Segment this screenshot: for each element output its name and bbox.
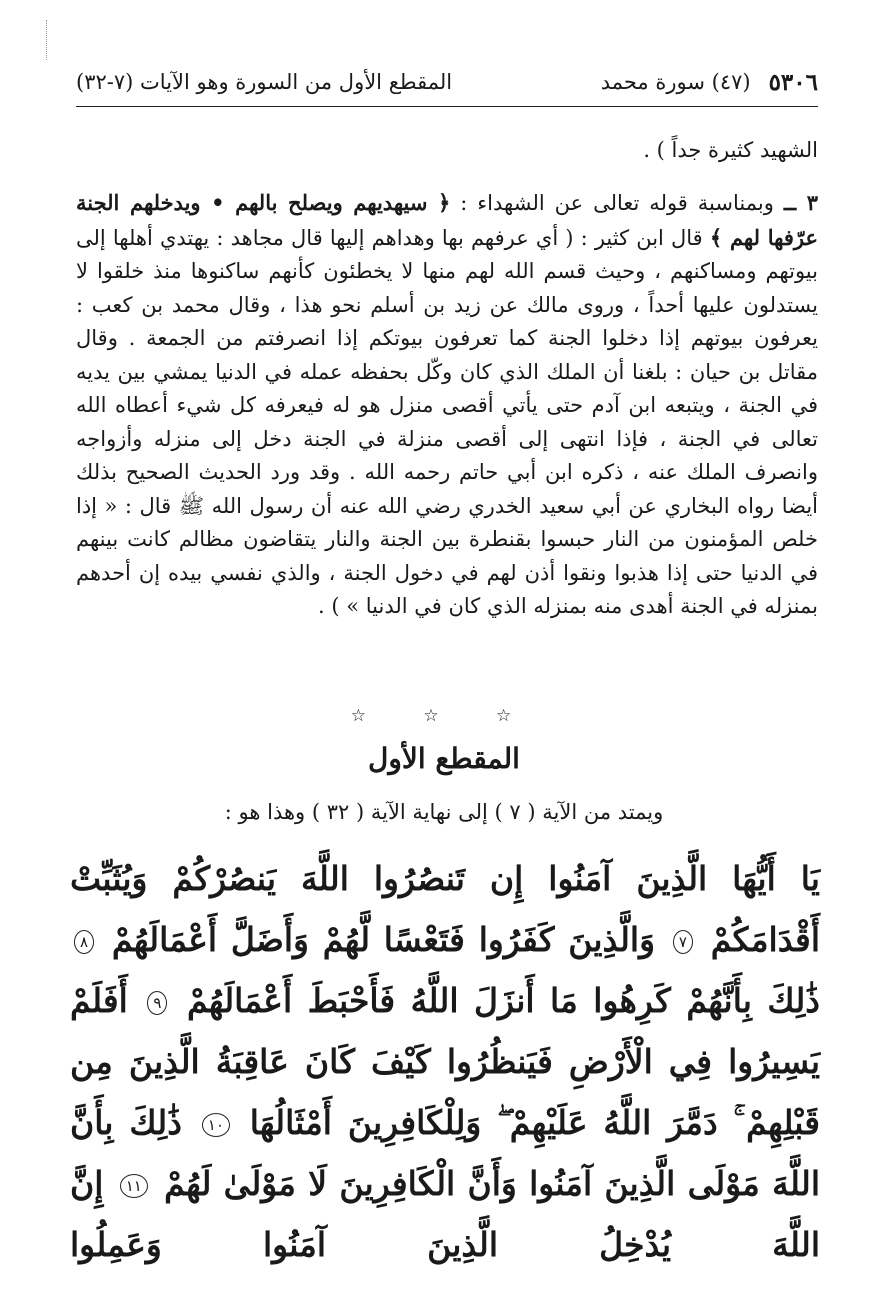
ayah-number-marker: ٨ <box>74 930 94 954</box>
section-title: المقطع الأول <box>368 742 520 775</box>
ayah-number-marker: ١٠ <box>202 1113 230 1137</box>
quran-quote: ﴿ سيهديهم ويصلح بالهم • ويدخلهم الجنة عرّفها لهم ﴾ <box>76 190 819 250</box>
ayah-12: إِنَّ اللَّهَ يُدْخِلُ الَّذِينَ آمَنُوا وَعَمِلُوا <box>70 1164 820 1264</box>
paragraph-body: قال ابن كثير : ( أي عرفهم بها وهداهم إليها قال مجاهد : يهتدي أهلها إلى بيوتهم ومساكنهم ، وحيث قسم الله لهم منها لا يخطئون كأنهم ساكنوها منذ خلقوا لا يستدلون عليها أحداً ، وروى مالك عن زيد بن أسلم نحو هذا ، وقال محمد بن كعب : يعرفون بيوتهم إذا دخلوا الجنة كما تعرفون بيوتكم إذا انصرفتم من الجمعة . وقال مقاتل بن حيان : بلغنا أن الملك الذي كان وكّل بحفظه عمله في الدنيا يمشي بين يديه في الجنة ، ويتبعه ابن آدم حتى يأتي أقصى منزل هو له فيعرفه كل شيء أعطاه الله تعالى في الجنة ، فإذا انتهى إلى أقصى منزلة في الجنة دخل إلى منزله وأزواجه وانصرف الملك عنه ، ذكره ابن أبي حاتم رحمه الله . وقد ورد الحديث الصحيح بذلك أيضا رواه البخاري عن أبي سعيد الخدري رضي الله عنه أن رسول الله ﷺ قال : « إذا خلص المؤمنون من النار حبسوا بقنطرة بين الجنة والنار يتقاضون مظالم كانت بينهم في الدنيا حتى إذا هذبوا ونقوا أذن لهم في دخول الجنة ، والذي نفسي بيده إن أحدهم بمنزله في الجنة أهدى منه بمنزله الذي كان في الدنيا » ) . <box>76 225 818 618</box>
section-label: المقطع الأول من السورة وهو الآيات (٧-٣٢) <box>76 70 453 94</box>
header-right-group <box>601 69 818 96</box>
paragraph-3 <box>76 186 818 624</box>
ayah-11: ذَٰلِكَ بِأَنَّ اللَّهَ مَوْلَى الَّذِينَ آمَنُوا وَأَنَّ الْكَافِرِينَ لَا مَوْلَىٰ لَهُمْ <box>70 1103 820 1203</box>
quran-text <box>70 848 820 1275</box>
ayah-number-marker: ٩ <box>147 991 167 1015</box>
header-rule <box>76 106 818 107</box>
surah-label: (٤٧) سورة محمد <box>600 70 751 94</box>
ayah-number-marker: ٧ <box>673 930 693 954</box>
ayah-9: ذَٰلِكَ بِأَنَّهُمْ كَرِهُوا مَا أَنزَلَ اللَّهُ فَأَحْبَطَ أَعْمَالَهُمْ <box>186 981 820 1020</box>
paragraph-number: ٣ ــ <box>783 190 818 215</box>
paragraph-continuation: الشهيد كثيرة جداً ) . <box>643 138 818 162</box>
margin-marks <box>46 20 48 60</box>
paragraph-intro: وبمناسبة قوله تعالى عن الشهداء : <box>460 191 774 215</box>
page-number: ٥٣٠٦ <box>768 68 818 96</box>
star-separator: ☆ ☆ ☆ <box>350 706 538 726</box>
page-header <box>76 62 818 102</box>
section-intro: ويمتد من الآية ( ٧ ) إلى نهاية الآية ( ٣٢ ) وهذا هو : <box>224 800 664 824</box>
ayah-number-marker: ١١ <box>120 1174 148 1198</box>
ayah-8: وَالَّذِينَ كَفَرُوا فَتَعْسًا لَّهُمْ وَأَضَلَّ أَعْمَالَهُمْ <box>111 920 656 959</box>
ayah-10: أَفَلَمْ يَسِيرُوا فِي الْأَرْضِ فَيَنظُرُوا كَيْفَ كَانَ عَاقِبَةُ الَّذِينَ مِن قَبْلِهِمْ ۚ دَمَّرَ اللَّهُ عَلَيْهِمْ ۖ وَلِلْكَافِرِينَ أَمْثَالُهَا <box>70 981 820 1142</box>
ayah-7: يَا أَيُّهَا الَّذِينَ آمَنُوا إِن تَنصُرُوا اللَّهَ يَنصُرْكُمْ وَيُثَبِّتْ أَقْدَامَكُمْ <box>70 859 820 959</box>
